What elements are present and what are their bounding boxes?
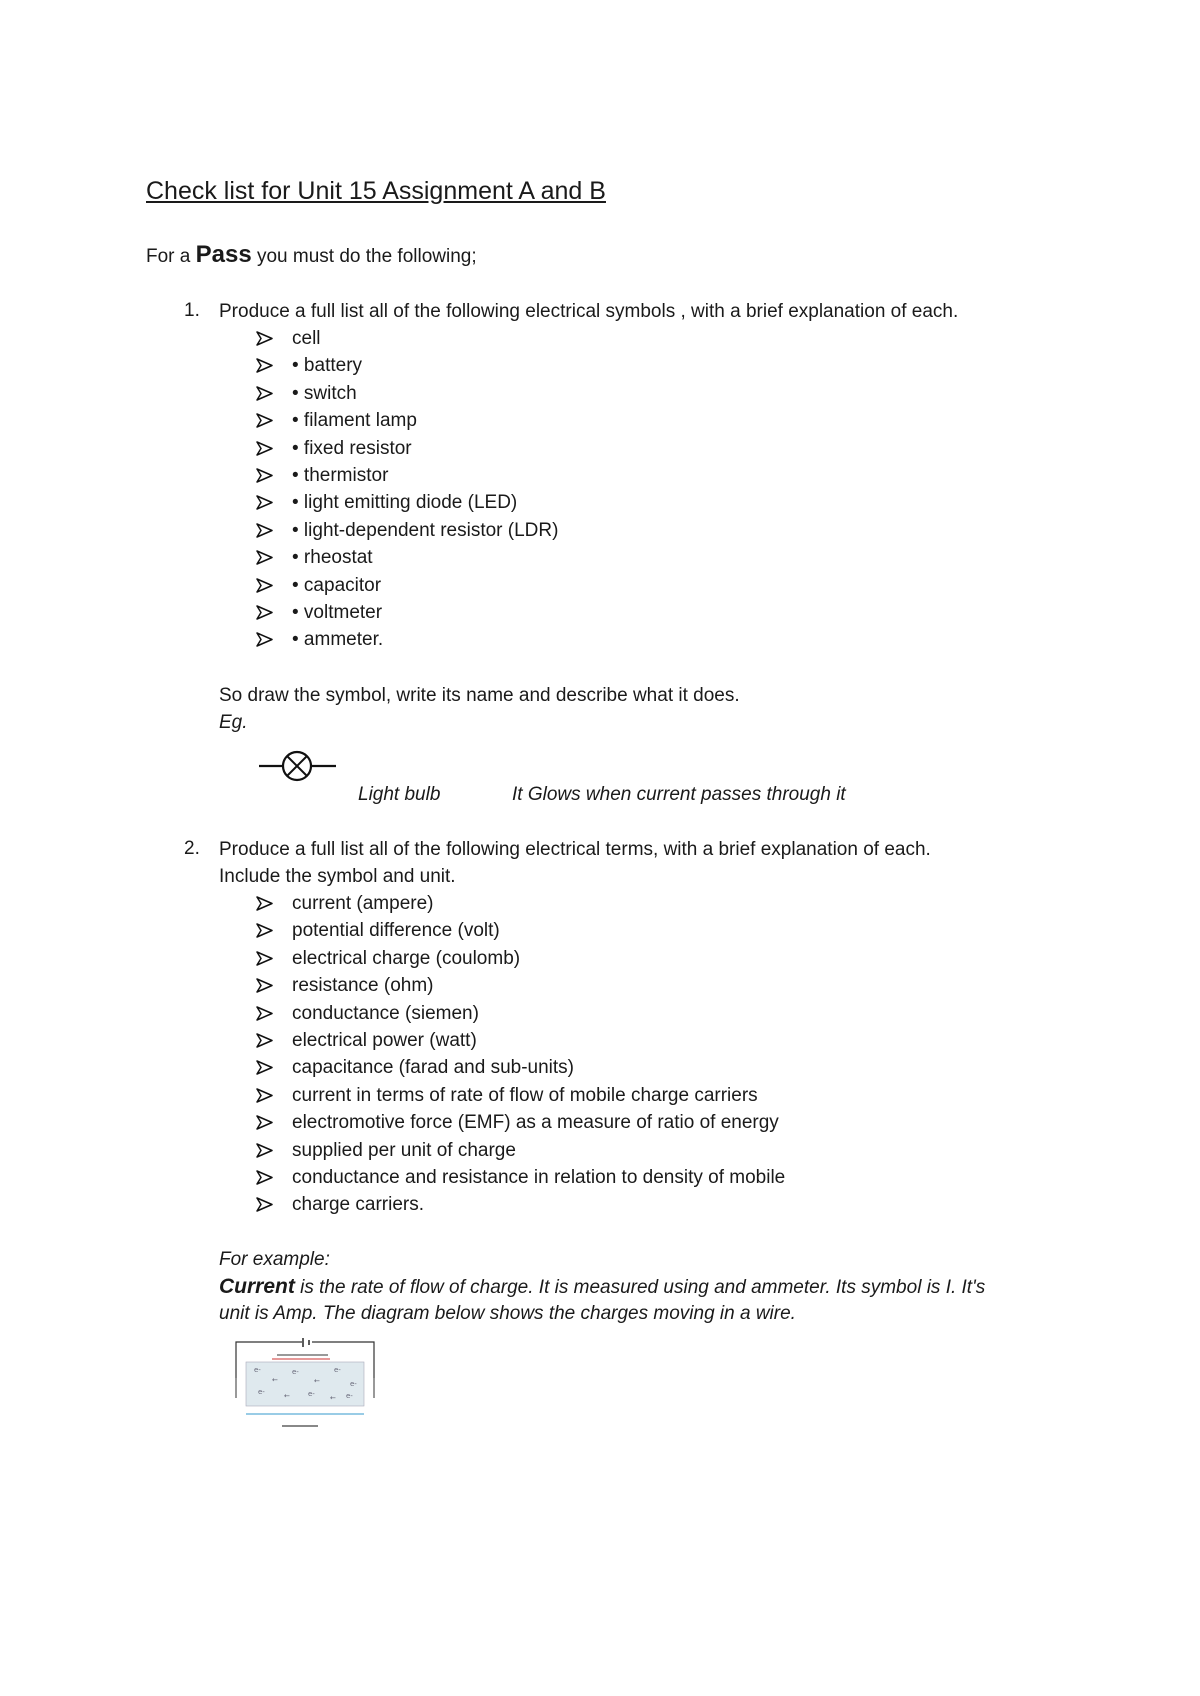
list-item-text: electrical power (watt) — [292, 1029, 477, 1051]
svg-text:←: ← — [284, 1392, 290, 1400]
list-item — [256, 972, 785, 999]
list-item — [256, 1137, 785, 1164]
charge-flow-diagram-image — [232, 1338, 378, 1430]
list-item — [256, 1164, 785, 1191]
list-item — [256, 599, 558, 626]
list-item — [256, 1191, 785, 1218]
current-definition-line2: unit is Amp. The diagram below shows the charges moving in a wire. — [219, 1303, 796, 1324]
list-item-text: • rheostat — [292, 547, 373, 569]
current-word: Current — [219, 1275, 295, 1298]
list-item-text: • battery — [292, 355, 363, 377]
list-item — [256, 352, 558, 379]
list-item — [256, 380, 558, 407]
svg-text:←: ← — [314, 1377, 320, 1385]
current-definition-line1 — [219, 1273, 985, 1301]
list-item — [256, 1054, 785, 1081]
arrow-bullet-icon — [256, 978, 273, 993]
arrow-bullet-icon — [256, 1006, 273, 1021]
svg-text:e-: e- — [308, 1390, 315, 1398]
list-item-text: current in terms of rate of flow of mobile charge carriers — [292, 1084, 758, 1106]
list-item-text: • switch — [292, 382, 357, 404]
arrow-bullet-icon — [256, 523, 273, 538]
list-item — [256, 1027, 785, 1054]
list-item-text: capacitance (farad and sub-units) — [292, 1057, 574, 1079]
arrow-bullet-icon — [256, 1170, 273, 1185]
svg-text:e-: e- — [346, 1392, 353, 1400]
eg-label: Eg. — [219, 712, 248, 733]
svg-text:e-: e- — [292, 1368, 299, 1376]
arrow-bullet-icon — [256, 605, 273, 620]
svg-text:e-: e- — [350, 1380, 357, 1388]
arrow-bullet-icon — [256, 441, 273, 456]
list-item — [256, 325, 558, 352]
svg-text:←: ← — [330, 1394, 336, 1402]
list-item-text: cell — [292, 328, 321, 349]
arrow-bullet-icon — [256, 1060, 273, 1075]
current-definition-text: is the rate of flow of charge. It is measured using and ammeter. Its symbol is I. It's — [294, 1277, 986, 1298]
list-item — [256, 1082, 785, 1109]
page-title: Check list for Unit 15 Assignment A and B — [146, 177, 606, 205]
list-item-text: • filament lamp — [292, 410, 417, 432]
list-item — [256, 489, 558, 516]
list-item — [256, 435, 558, 462]
arrow-bullet-icon — [256, 495, 273, 510]
svg-text:e-: e- — [334, 1366, 341, 1374]
list-item-text: supplied per unit of charge — [292, 1139, 516, 1161]
arrow-bullet-icon — [256, 1197, 273, 1212]
arrow-bullet-icon — [256, 1088, 273, 1103]
instruction-text: So draw the symbol, write its name and describe what it does. — [219, 685, 740, 706]
intro-prefix: For a — [146, 246, 196, 267]
arrow-bullet-icon — [256, 896, 273, 911]
list-item-text: resistance (ohm) — [292, 975, 434, 997]
example-description: It Glows when current passes through it — [512, 784, 846, 805]
arrow-bullet-icon — [256, 632, 273, 647]
list-item-text: electromotive force (EMF) as a measure of ratio of energy — [292, 1112, 779, 1134]
list-item-text: potential difference (volt) — [292, 920, 500, 942]
item-2-text: Produce a full list all of the following electrical terms, with a brief explanation of each. — [219, 839, 931, 860]
list-item-text: conductance and resistance in relation to density of mobile — [292, 1166, 786, 1188]
arrow-bullet-icon — [256, 1143, 273, 1158]
list-item — [256, 1109, 785, 1136]
list-item-text: • ammeter. — [292, 629, 384, 651]
arrow-bullet-icon — [256, 358, 273, 373]
list-item — [256, 544, 558, 571]
list-item-text: • thermistor — [292, 464, 389, 486]
arrow-bullet-icon — [256, 468, 273, 483]
arrow-bullet-icon — [256, 413, 273, 428]
arrow-bullet-icon — [256, 578, 273, 593]
symbols-list — [256, 325, 558, 654]
arrow-bullet-icon — [256, 1033, 273, 1048]
list-item-text: charge carriers. — [292, 1194, 424, 1216]
item-1-number: 1. — [184, 300, 200, 321]
list-item-text: • light emitting diode (LED) — [292, 492, 518, 514]
intro-line — [146, 242, 477, 270]
list-item — [256, 945, 785, 972]
list-item — [256, 917, 785, 944]
terms-list — [256, 890, 785, 1219]
example-name: Light bulb — [358, 784, 441, 805]
arrow-bullet-icon — [256, 386, 273, 401]
arrow-bullet-icon — [256, 923, 273, 938]
arrow-bullet-icon — [256, 1115, 273, 1130]
list-item-text: • voltmeter — [292, 601, 383, 623]
list-item-text: • light-dependent resistor (LDR) — [292, 519, 559, 541]
list-item-text: • fixed resistor — [292, 437, 412, 459]
list-item — [256, 890, 785, 917]
svg-text:e-: e- — [258, 1388, 265, 1396]
list-item — [256, 572, 558, 599]
list-item — [256, 407, 558, 434]
item-1-text: Produce a full list all of the following electrical symbols , with a brief explanation of each. — [219, 301, 959, 322]
list-item-text: conductance (siemen) — [292, 1002, 479, 1024]
for-example-label: For example: — [219, 1249, 330, 1270]
arrow-bullet-icon — [256, 550, 273, 565]
list-item — [256, 462, 558, 489]
list-item — [256, 626, 558, 653]
list-item-text: current (ampere) — [292, 893, 434, 914]
item-2-text-line2: Include the symbol and unit. — [219, 866, 456, 887]
svg-text:←: ← — [272, 1376, 278, 1384]
pass-word: Pass — [195, 241, 252, 268]
list-item-text: electrical charge (coulomb) — [292, 947, 521, 969]
svg-text:e-: e- — [254, 1366, 261, 1374]
arrow-bullet-icon — [256, 951, 273, 966]
list-item-text: • capacitor — [292, 574, 382, 596]
arrow-bullet-icon — [256, 331, 273, 346]
list-item — [256, 1000, 785, 1027]
item-2-number: 2. — [184, 838, 200, 859]
filament-lamp-symbol-icon — [258, 746, 340, 786]
intro-suffix: you must do the following; — [251, 246, 477, 267]
list-item — [256, 517, 558, 544]
